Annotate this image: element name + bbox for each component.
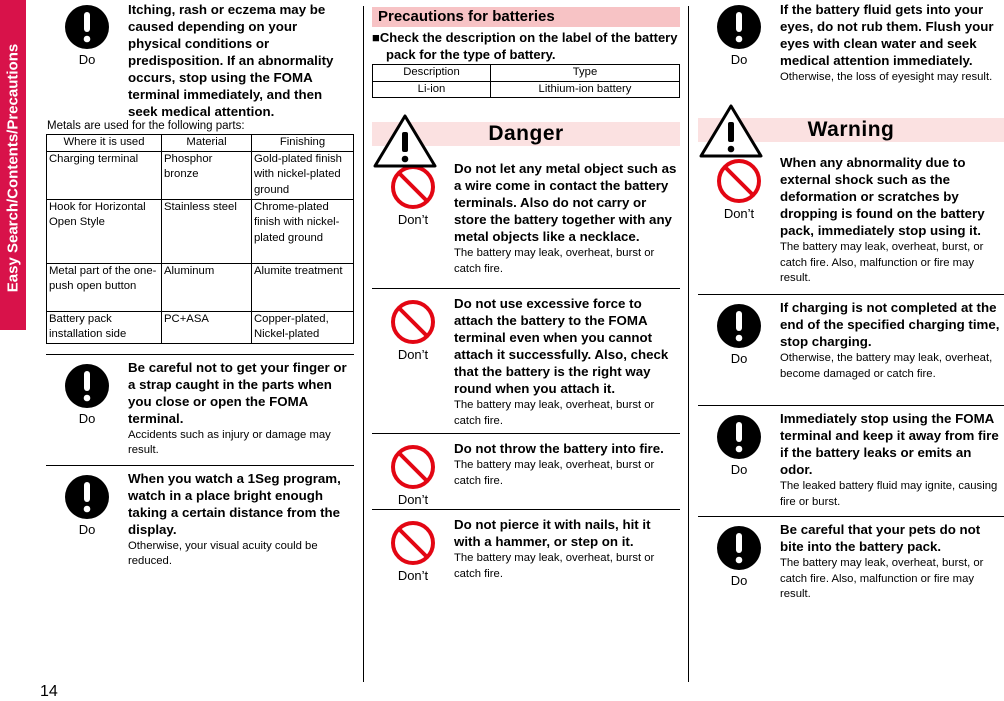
table-cell: Alumite treatment [252,263,354,311]
caution-title: Do not throw the battery into fire. [454,441,664,456]
side-index-tab-label: Easy Search/Contents/Precautions [4,43,22,293]
table-header: Finishing [252,135,354,152]
do-icon [716,414,762,460]
table-cell: Copper-plated, Nickel-plated [252,311,354,343]
do-icon-wrap [46,0,128,120]
do-icon [64,4,110,50]
caution-item-body [780,299,1004,405]
do-icon-wrap [698,299,780,405]
caution-title: If the battery fluid gets into your eyes, do not rub them. Flush your eyes with clean water and seek medical attention immediately. [780,2,994,68]
do-icon [64,363,110,409]
caution-title: When any abnormality due to external shock such as the deformation or scratches by dropping is found on the battery pack, immediately stop using it. [780,155,985,238]
do-icon-wrap [46,359,128,465]
table-row [47,311,354,343]
side-index-tab[interactable] [0,0,26,330]
caution-text: Otherwise, the battery may leak, overheat, become damaged or catch fire. [780,352,993,380]
caution-item-body [454,440,680,509]
caution-item-body [128,0,354,120]
dont-icon-wrap [698,154,780,294]
caution-item-body [128,470,354,576]
caution-item [46,355,354,465]
table-header-row [47,135,354,152]
caution-text: The battery may leak, overheat, burst or catch fire. [454,459,655,487]
caution-item-body [780,0,1004,102]
dont-icon-wrap [372,440,454,509]
caution-text: Otherwise, the loss of eyesight may result. [780,71,993,83]
caution-item-body [454,295,680,433]
dont-icon [390,520,436,566]
caution-item [698,406,1004,516]
do-icon [716,525,762,571]
table-row [47,151,354,199]
caution-title: Do not pierce it with nails, hit it with a hammer, or step on it. [454,517,651,549]
caution-item-body [454,516,680,600]
caution-title: Do not let any metal object such as a wire come in contact the battery terminals. Also do not carry or store the battery together with any metal objects like a necklace. [454,161,677,244]
column-divider [363,6,364,682]
column-1 [46,0,354,576]
dont-label: Don’t [397,347,429,362]
battery-table [372,64,680,98]
danger-banner [372,112,680,154]
caution-item [372,434,680,509]
table-header: Type [491,65,680,82]
do-label: Do [730,52,748,67]
metals-intro: Metals are used for the following parts: [47,120,245,132]
caution-item [372,154,680,288]
column-2 [372,0,680,600]
table-row [47,199,354,263]
caution-item [372,510,680,600]
check-instruction [372,29,680,63]
table-cell: Lithium-ion battery [491,81,680,98]
do-label: Do [78,52,96,67]
column-divider [688,6,689,682]
table-cell: Phosphor bronze [162,151,252,199]
danger-label: Danger [488,122,564,145]
dont-label: Don’t [723,206,755,221]
caution-item-body [128,359,354,465]
section-heading: Precautions for batteries [372,7,680,27]
do-icon-wrap [46,470,128,576]
dont-icon-wrap [372,295,454,433]
dont-label: Don’t [397,492,429,507]
caution-text: The leaked battery fluid may ignite, causing fire or burst. [780,480,998,508]
caution-text: The battery may leak, overheat, burst or catch fire. [454,399,655,427]
dont-icon-wrap [372,160,454,288]
table-cell: Li-ion [373,81,491,98]
caution-item [698,295,1004,405]
caution-title: Be careful not to get your finger or a strap caught in the parts when you close or open the FOMA terminal. [128,359,347,426]
do-icon [716,4,762,50]
table-header: Where it is used [47,135,162,152]
dont-label: Don’t [397,212,429,227]
caution-title: Do not use excessive force to attach the battery to the FOMA terminal even when you cannot attach it successfully. Also, check that the battery is the right way round when you attach it. [454,296,669,396]
table-cell: Chrome-plated finish with nickel-plated ground [252,199,354,263]
warning-label: Warning [807,118,895,141]
caution-item [698,517,1004,617]
do-label: Do [730,462,748,477]
do-icon-wrap [698,521,780,617]
dont-icon [390,299,436,345]
caution-title: Itching, rash or eczema may be caused depending on your physical conditions or predisposition. If an abnormality occurs, stop using the FOMA terminal immediately, and then seek medical attention. [128,2,334,119]
caution-title: Be careful that your pets do not bite into the battery pack. [780,522,981,554]
caution-item [698,144,1004,294]
table-cell: Aluminum [162,263,252,311]
caution-item-body [780,410,1004,516]
caution-title: When you watch a 1Seg program, watch in a place bright enough taking a certain distance from the display. [128,470,341,537]
table-cell: Charging terminal [47,151,162,199]
dont-label: Don’t [397,568,429,583]
table-cell: Gold-plated finish with nickel-plated ground [252,151,354,199]
page-number: 14 [40,683,58,700]
check-marker: ■ [372,30,380,45]
caution-text: Accidents such as injury or damage may result. [128,428,331,456]
caution-item [46,466,354,576]
table-cell: PC+ASA [162,311,252,343]
table-cell: Stainless steel [162,199,252,263]
table-cell: Metal part of the one-push open button [47,263,162,311]
do-label: Do [730,351,748,366]
table-header-row [373,65,680,82]
column-3 [698,0,1004,617]
caution-item-body [780,521,1004,617]
caution-text: The battery may leak, overheat, burst or catch fire. [454,552,655,580]
dont-icon-wrap [372,516,454,600]
do-icon [716,303,762,349]
caution-text: The battery may leak, overheat, burst, or catch fire. Also, malfunction or fire may result. [780,241,984,284]
do-label: Do [78,521,96,537]
table-header: Material [162,135,252,152]
metals-table [46,134,354,344]
table-cell: Battery pack installation side [47,311,162,343]
table-row [373,81,680,98]
do-label: Do [78,410,96,426]
caution-item [698,0,1004,102]
dont-icon [390,444,436,490]
caution-text: The battery may leak, overheat, burst or catch fire. [454,247,655,275]
caution-title: If charging is not completed at the end of the specified charging time, stop charging. [780,300,1000,349]
caution-item [46,0,354,120]
table-cell: Hook for Horizontal Open Style [47,199,162,263]
table-header: Description [373,65,491,82]
caution-text: The battery may leak, overheat, burst, or catch fire. Also, malfunction or fire may result. [780,557,984,600]
do-icon-wrap [698,0,780,102]
caution-title: Immediately stop using the FOMA terminal and keep it away from fire if the battery leaks or emits an odor. [780,411,999,477]
check-text: Check the description on the label of the battery pack for the type of battery. [379,30,678,62]
dont-icon [716,158,762,204]
do-icon-wrap [698,410,780,516]
table-row [47,263,354,311]
do-label: Do [730,573,748,588]
caution-item-body [454,160,680,288]
do-icon [64,474,110,520]
warning-banner [698,102,1004,144]
caution-item-body [780,154,1004,294]
caution-item [372,289,680,433]
dont-icon [390,164,436,210]
caution-text: Otherwise, your visual acuity could be reduced. [128,539,318,567]
